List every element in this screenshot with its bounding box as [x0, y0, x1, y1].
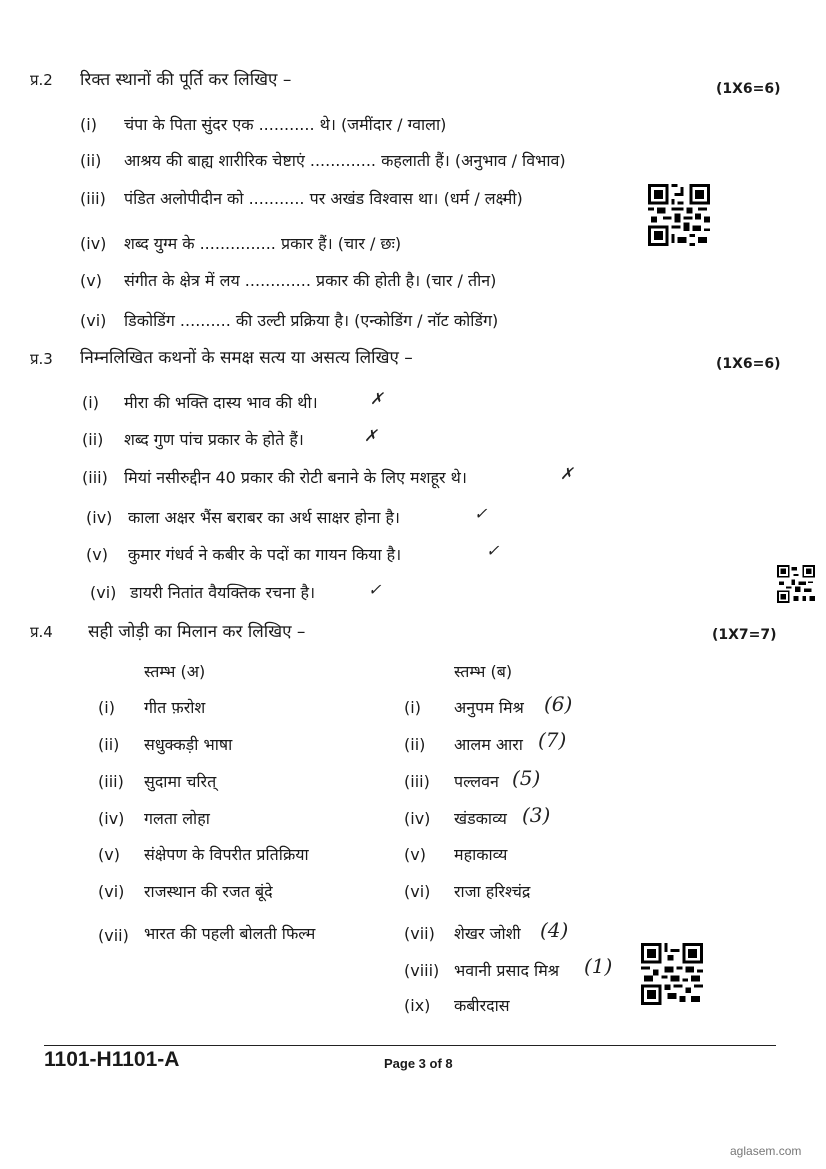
col-b-handwritten-answer: (6)	[544, 692, 573, 716]
q3-item-text: शब्द गुण पांच प्रकार के होते हैं।	[124, 430, 304, 449]
q3-item-text: मीरा की भक्ति दास्य भाव की थी।	[124, 393, 318, 412]
col-b-handwritten-answer: (4)	[540, 918, 569, 942]
col-b-text: कबीरदास	[454, 996, 510, 1015]
q2-item-num: (v)	[80, 271, 102, 290]
q4-title: सही जोड़ी का मिलान कर लिखिए –	[88, 622, 306, 642]
col-a-num: (iii)	[98, 772, 124, 791]
qr-code-icon	[641, 943, 703, 1005]
q3-item-num: (ii)	[82, 430, 104, 449]
q3-answer-mark: ✓	[486, 541, 500, 560]
col-b-num: (ii)	[404, 735, 426, 754]
q3-item-text: काला अक्षर भैंस बराबर का अर्थ साक्षर होना है।	[128, 508, 400, 527]
col-a-num: (v)	[98, 845, 120, 864]
col-a-text: गलता लोहा	[144, 809, 210, 828]
q3-item-num: (i)	[82, 393, 99, 412]
col-a-num: (vii)	[98, 926, 129, 945]
q2-item-num: (ii)	[80, 151, 102, 170]
col-b-num: (vii)	[404, 924, 435, 943]
q3-marks: (1X6=6)	[716, 356, 781, 372]
col-b-text: अनुपम मिश्र	[454, 698, 524, 717]
q2-marks: (1X6=6)	[716, 81, 781, 97]
col-b-handwritten-answer: (7)	[538, 728, 567, 752]
q2-item-num: (vi)	[80, 311, 107, 330]
col-b-text: शेखर जोशी	[454, 924, 521, 943]
paper-code: 1101-H1101-A	[44, 1048, 180, 1071]
q3-answer-mark: ✗	[370, 389, 384, 408]
q2-item-text: संगीत के क्षेत्र में लय ............. प्रकार की होती है। (चार / तीन)	[124, 271, 497, 290]
col-b-num: (iii)	[404, 772, 430, 791]
q3-title: निम्नलिखित कथनों के समक्ष सत्य या असत्य लिखिए –	[80, 348, 413, 368]
q2-item-num: (iv)	[80, 234, 107, 253]
q3-answer-mark: ✗	[560, 464, 574, 483]
footer-divider	[44, 1045, 776, 1046]
qr-code-icon	[648, 184, 710, 246]
col-a-text: सुदामा चरित्	[144, 772, 217, 791]
col-b-num: (i)	[404, 698, 421, 717]
col-a-text: भारत की पहली बोलती फिल्म	[144, 924, 316, 943]
q2-item-text: पंडित अलोपीदीन को ........... पर अखंड विश्वास था। (धर्म / लक्ष्मी)	[124, 189, 523, 208]
col-b-text: राजा हरिश्चंद्र	[454, 882, 531, 901]
q2-number: प्र.2	[30, 71, 53, 89]
col-b-handwritten-answer: (1)	[584, 954, 613, 978]
q2-item-text: डिकोडिंग .......... की उल्टी प्रक्रिया है। (एन्कोडिंग / नॉट कोडिंग)	[124, 311, 499, 330]
col-b-num: (viii)	[404, 961, 440, 980]
q3-answer-mark: ✓	[368, 580, 382, 599]
col-b-text: आलम आरा	[454, 735, 523, 754]
column-b-header: स्तम्भ (ब)	[454, 662, 513, 681]
col-b-handwritten-answer: (3)	[522, 803, 551, 827]
col-a-num: (ii)	[98, 735, 120, 754]
q2-item-num: (iii)	[80, 189, 106, 208]
col-a-num: (vi)	[98, 882, 125, 901]
q3-item-text: डायरी नितांत वैयक्तिक रचना है।	[130, 583, 316, 602]
col-b-handwritten-answer: (5)	[512, 766, 541, 790]
col-a-text: सधुक्कड़ी भाषा	[144, 735, 233, 754]
watermark: aglasem.com	[730, 1144, 802, 1158]
col-b-text: भवानी प्रसाद मिश्र	[454, 961, 560, 980]
q3-answer-mark: ✓	[474, 504, 488, 523]
col-b-text: महाकाव्य	[454, 845, 508, 864]
q3-answer-mark: ✗	[364, 426, 378, 445]
q2-item-num: (i)	[80, 115, 97, 134]
page-number: Page 3 of 8	[384, 1056, 453, 1071]
q4-number: प्र.4	[30, 623, 53, 641]
qr-code-icon	[777, 565, 815, 603]
col-a-text: संक्षेपण के विपरीत प्रतिक्रिया	[144, 845, 309, 864]
q2-item-text: आश्रय की बाह्य शारीरिक चेष्टाएं ............. कहलाती हैं। (अनुभाव / विभाव)	[124, 151, 566, 170]
q3-item-num: (vi)	[90, 583, 117, 602]
q4-marks: (1X7=7)	[712, 627, 777, 643]
col-b-text: पल्लवन	[454, 772, 499, 791]
q3-item-num: (iv)	[86, 508, 113, 527]
column-a-header: स्तम्भ (अ)	[144, 662, 206, 681]
q2-item-text: चंपा के पिता सुंदर एक ........... थे। (जमींदार / ग्वाला)	[124, 115, 447, 134]
col-a-text: गीत फ़रोश	[144, 698, 206, 717]
col-b-num: (ix)	[404, 996, 431, 1015]
col-b-num: (iv)	[404, 809, 431, 828]
col-a-num: (iv)	[98, 809, 125, 828]
col-b-num: (v)	[404, 845, 426, 864]
col-b-text: खंडकाव्य	[454, 809, 507, 828]
q3-item-num: (v)	[86, 545, 108, 564]
q2-item-text: शब्द युग्म के ............... प्रकार हैं। (चार / छः)	[124, 234, 402, 253]
q3-item-text: कुमार गंधर्व ने कबीर के पदों का गायन किया है।	[128, 545, 402, 564]
col-a-text: राजस्थान की रजत बूंदे	[144, 882, 273, 901]
q3-number: प्र.3	[30, 350, 53, 368]
col-b-num: (vi)	[404, 882, 431, 901]
q3-item-num: (iii)	[82, 468, 108, 487]
q3-item-text: मियां नसीरुद्दीन 40 प्रकार की रोटी बनाने के लिए मशहूर थे।	[124, 468, 467, 487]
q2-title: रिक्त स्थानों की पूर्ति कर लिखिए –	[80, 70, 292, 90]
col-a-num: (i)	[98, 698, 115, 717]
